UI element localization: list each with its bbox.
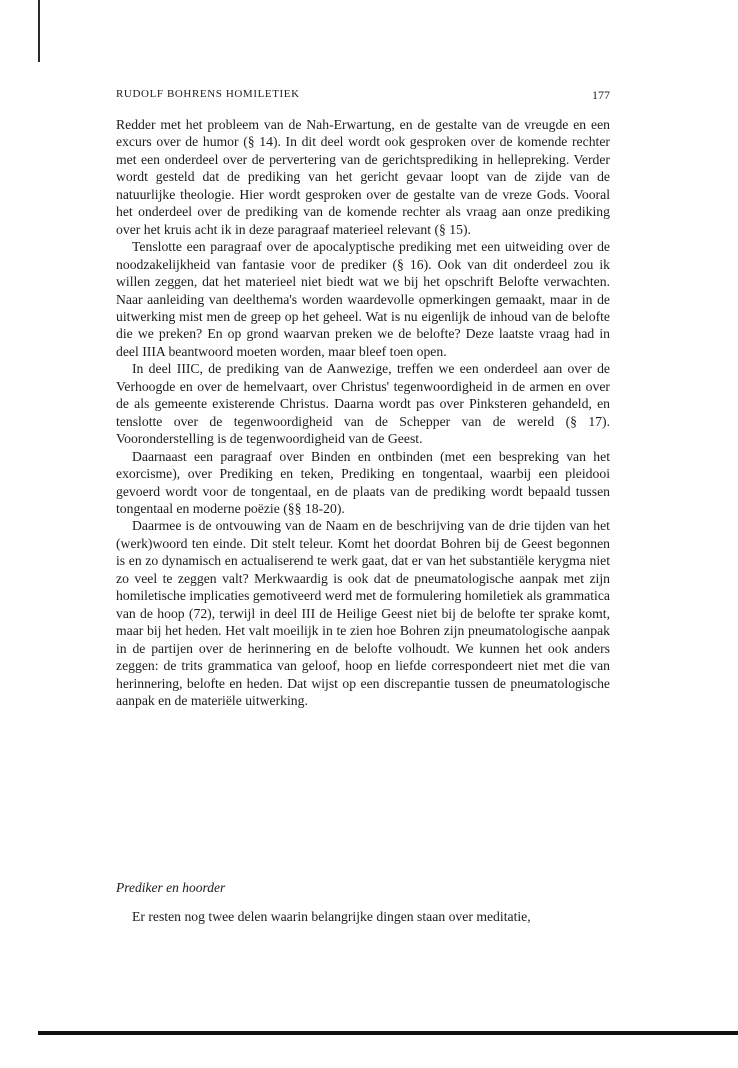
paragraph-4: Daarnaast een paragraaf over Binden en ontbinden (met een bespreking van het exorcisme), over Prediking en teken, Prediking en tongentaal, waarbij een pleidooi gevoerd wordt voor de tongentaal, en de plaats van de prediking wordt bepaald tussen tongentaal en moderne poëzie (§§ 18-20). xyxy=(116,448,610,516)
paragraph-2: Tenslotte een paragraaf over de apocalyptische prediking met een uitweiding over de noodzakelijkheid van fantasie voor de prediker (§ 16). Ook van dit onderdeel zou ik willen zeggen, dat het materieel niet biedt wat we bij het opschrift Belofte verwachten. Naar aanleiding van deelthema's worden waardevolle opmerkingen gemaakt, maar in de uitwerking mist men de greep op het geheel. Wat is nu eigenlijk de inhoud van de belofte die we preken? En op grond waarvan preken we de belofte? Deze laatste vraag had in deel IIIA beantwoord moeten worden, maar bleef toen open. xyxy=(116,239,610,359)
section-body xyxy=(116,908,610,925)
paragraph-1: Redder met het probleem van de Nah-Erwartung, en de gestalte van de vreugde en een excurs over de humor (§ 14). In dit deel wordt ook gesproken over de komende rechter met een onderdeel over de pervertering van de gerichtsprediking in hellepreking. Verder wordt gesteld dat de prediking van het gericht gevaar loopt van de zijde van de natuurlijke theologie. Hier wordt gesproken over de gestalte van de vreze Gods. Vooral het onderdeel over de prediking van de komende rechter als vraag aan onze prediking over het kruis acht ik in deze paragraaf materieel relevant (§ 15). xyxy=(116,117,610,237)
scan-edge-left xyxy=(38,0,40,62)
section-first-line: Er resten nog twee delen waarin belangrijke dingen staan over meditatie, xyxy=(132,909,531,924)
section-heading: Prediker en hoorder xyxy=(116,880,226,895)
body-text xyxy=(116,116,610,709)
running-head-title: RUDOLF BOHRENS HOMILETIEK xyxy=(116,88,300,100)
paragraph-3: In deel IIIC, de prediking van de Aanwezige, treffen we een onderdeel aan over de Verhoogde en over de hemelvaart, over Christus' tegenwoordigheid in de armen en over de als gemeente existerende Christus. Daarna wordt pas over Pinksteren gehandeld, en tenslotte over de tegenwoordigheid van de Schepper van de wereld (§ 17). Vooronderstelling is de tegenwoordigheid van de Geest. xyxy=(116,361,610,447)
page-number: 177 xyxy=(592,88,610,102)
scan-edge-bottom xyxy=(38,1031,738,1035)
paragraph-5: Daarmee is de ontvouwing van de Naam en de beschrijving van de drie tijden van het (werk)woord ten einde. Dit stelt teleur. Komt het doordat Bohren bij de Geest begonnen is en zo dynamisch en actualiserend te werk gaat, dat er van het substantiële kerygma niet zo veel te zeggen valt? Merkwaardig is ook dat de pneumatologische aanpak met zijn homiletische implicaties gemotiveerd werd met de formulering homiletiek als grammatica van de hoop (72), terwijl in deel III de Heilige Geest niet bij de belofte ter sprake komt, maar bij het heden. Het valt moeilijk in te zien hoe Bohren zijn pneumatologische aanpak in de partijen over de herinnering en de belofte volhoudt. We kunnen het ook anders zeggen: de trits grammatica van geloof, hoop en liefde correspondeert niet met die van herinnering, belofte en heden. Dat wijst op een discrepantie tussen de pneumatologische aanpak en de materiële uitwerking. xyxy=(116,518,610,708)
